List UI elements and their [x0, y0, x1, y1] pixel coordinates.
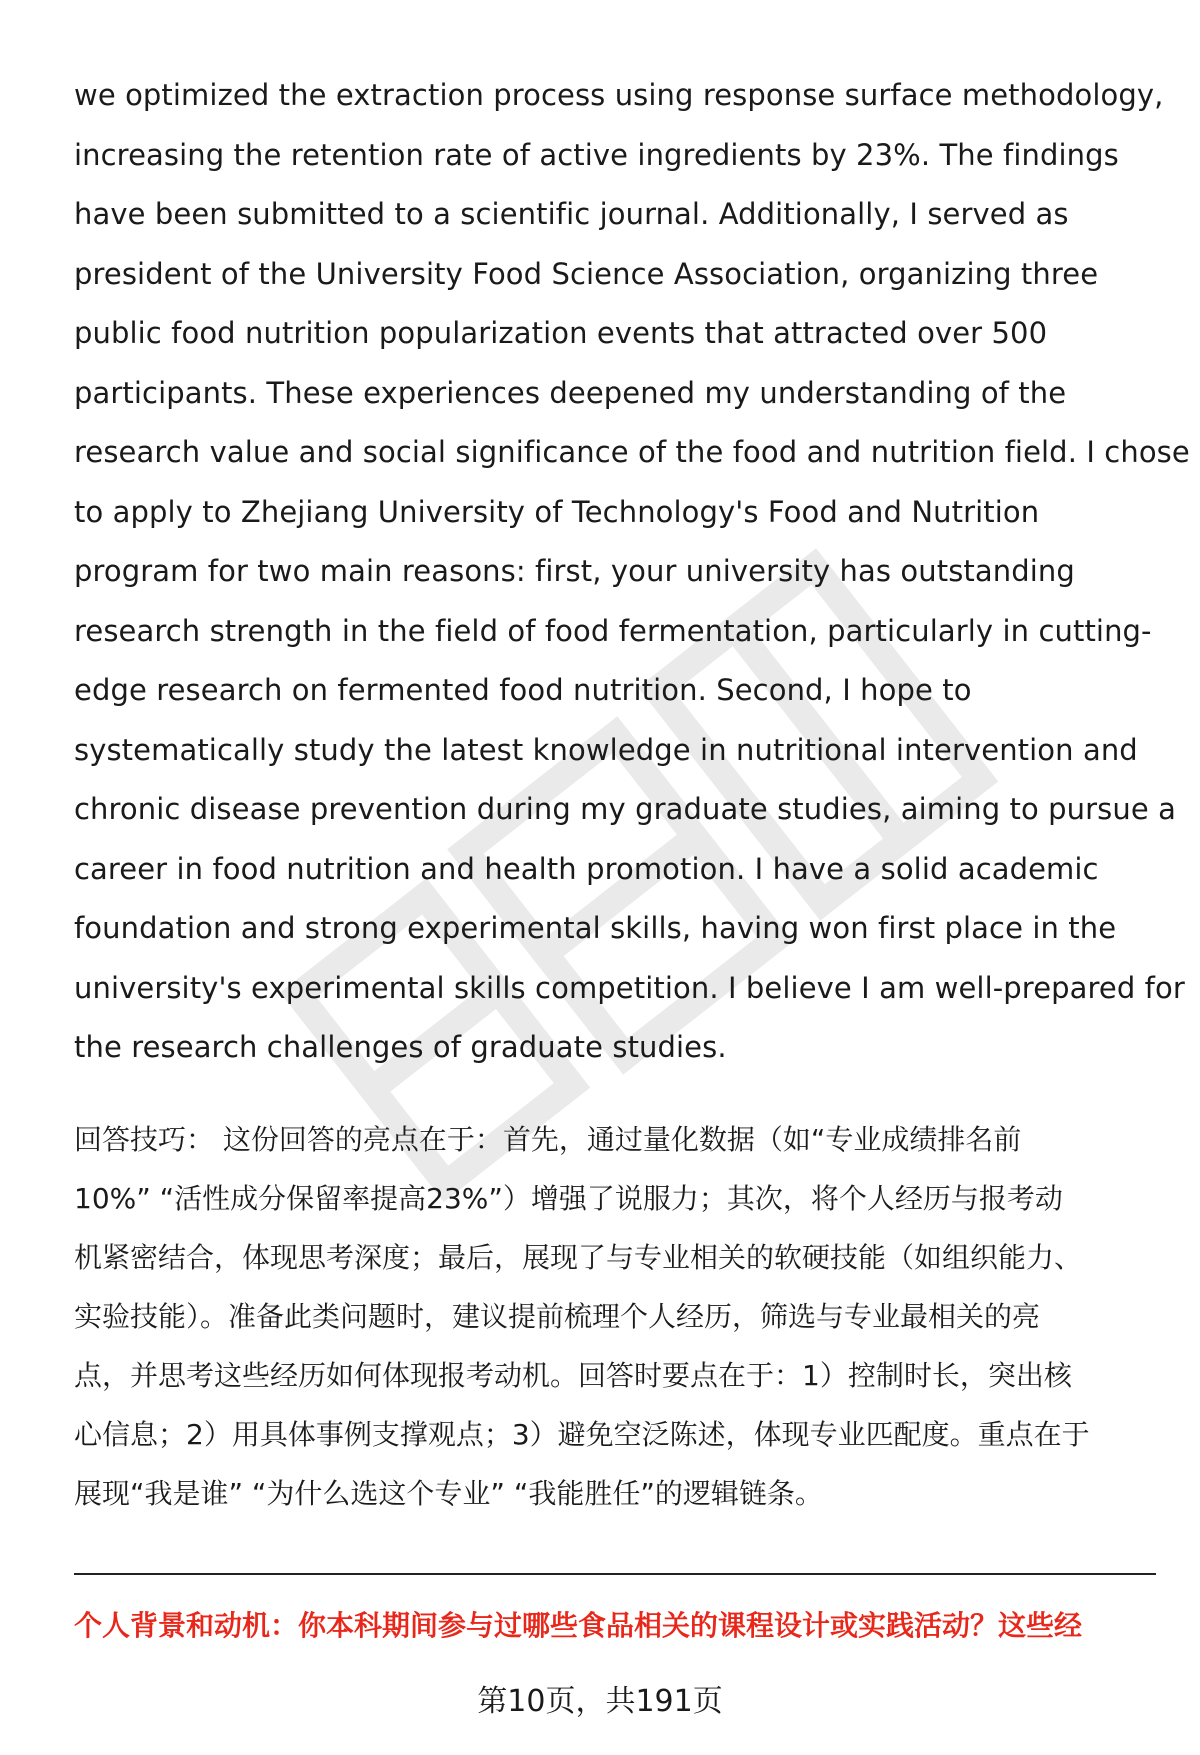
answer-line: chronic disease prevention during my graduate studies, aiming to pursue a	[74, 792, 1177, 826]
answer-line: we optimized the extraction process using response surface methodology,	[74, 78, 1164, 112]
tips-line: 展现“我是谁” “为什么选这个专业” “我能胜任”的逻辑链条。	[74, 1477, 823, 1510]
section-divider	[74, 1573, 1156, 1575]
tips-line: 实验技能）。准备此类问题时，建议提前梳理个人经历，筛选与专业最相关的亮	[74, 1300, 1041, 1333]
answer-line: career in food nutrition and health promotion. I have a solid academic	[74, 851, 1099, 886]
answer-line: research value and social significance of the food and nutrition field. I chose	[74, 435, 1190, 469]
next-question-heading: 个人背景和动机：你本科期间参与过哪些食品相关的课程设计或实践活动？这些经	[74, 1609, 1083, 1642]
answer-line: participants. These experiences deepened my understanding of the	[74, 375, 1067, 410]
answer-line: increasing the retention rate of active ingredients by 23%. The findings	[74, 137, 1119, 172]
answer-line: edge research on fermented food nutrition. Second, I hope to	[74, 673, 972, 707]
answer-line: president of the University Food Science Association, organizing three	[74, 256, 1099, 291]
tips-line: 10%” “活性成分保留率提高23%”）增强了说服力；其次，将个人经历与报考动	[74, 1182, 1063, 1215]
tips-line: 点，并思考这些经历如何体现报考动机。回答时要点在于：1）控制时长，突出核	[74, 1359, 1072, 1392]
answer-line: university's experimental skills competition. I believe I am well-prepared for	[74, 970, 1185, 1005]
answer-line: to apply to Zhejiang University of Technology's Food and Nutrition	[74, 494, 1040, 529]
answer-line: research strength in the field of food fermentation, particularly in cutting-	[74, 613, 1152, 648]
answer-line: foundation and strong experimental skills, having won first place in the	[74, 911, 1117, 945]
tips-line: 机紧密结合，体现思考深度；最后，展现了与专业相关的软硬技能（如组织能力、	[74, 1241, 1083, 1274]
answer-tips	[74, 1110, 1164, 1523]
answer-line: the research challenges of graduate studies.	[74, 1030, 727, 1064]
page-number: 第10页，共191页	[477, 1684, 723, 1719]
answer-text	[74, 66, 1190, 1078]
tips-line: 回答技巧： 这份回答的亮点在于：首先，通过量化数据（如“专业成绩排名前	[74, 1123, 1022, 1156]
answer-line: systematically study the latest knowledge in nutritional intervention and	[74, 732, 1138, 767]
tips-line: 心信息；2）用具体事例支撑观点；3）避免空泛陈述，体现专业匹配度。重点在于	[74, 1418, 1090, 1451]
answer-line: public food nutrition popularization events that attracted over 500	[74, 316, 1048, 350]
answer-line: have been submitted to a scientific journal. Additionally, I served as	[74, 197, 1069, 231]
answer-line: program for two main reasons: first, your university has outstanding	[74, 554, 1075, 588]
